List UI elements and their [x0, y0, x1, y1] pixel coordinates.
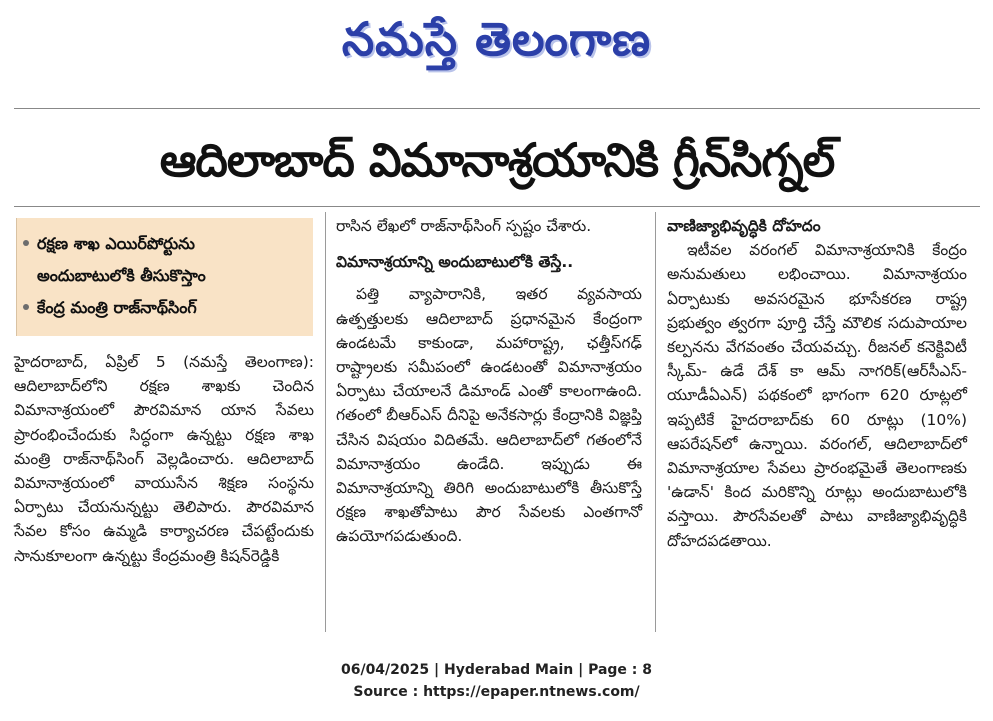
- column-3-subhead: వాణిజ్యాభివృద్ధికి దోహదం: [667, 217, 821, 235]
- bullet-icon: [23, 240, 29, 246]
- highlight-text: కేంద్ర మంత్రి రాజ్‌నాథ్‌సింగ్: [37, 298, 197, 317]
- article-headline: ఆదిలాబాద్ విమానాశ్రయానికి గ్రీన్‌సిగ్నల్: [159, 133, 835, 187]
- column-3-body: ఇటీవల వరంగల్ విమానాశ్రయానికి కేంద్రం అనుమతులు లభించాయి. విమానాశ్రయం ఏర్పాటుకు అవసరమైన భూసేకరణ రాష్ట్ర ప్రభుత్వం త్వరగా పూర్తి చేస్తే మౌలిక సదుపాయాల కల్పనను వేగవంతం చేయవచ్చు. రీజనల్ కనెక్టివిటీ స్కీమ్‌- ఉడే దేశ్ కా ఆమ్ నాగరిక్(ఆర్‌సీఎస్‌-యూడీఏఎన్) పథకంలో భాగంగా 620 రూట్లలో ఇప్పటికే హైదరాబాద్‌కు 60 రూట్లు (10%) ఆపరేషన్‌లో ఉన్నాయి. వరంగల్, ఆదిలాబాద్‌లో విమానాశ్రయాల సేవలు ప్రారంభమైతే తెలంగాణకు 'ఉడాన్' కింద మరికొన్ని రూట్లు అందుబాటులోకి వస్తాయి. పౌరసేవలతో పాటు వాణిజ్యాభివృద్ధికి దోహదపడతాయి.: [667, 241, 967, 550]
- column-2: [336, 214, 642, 549]
- column-1-body: హైదరాబాద్, ఏప్రిల్ 5 (నమస్తే తెలంగాణ): ఆదిలాబాద్‌లోని రక్షణ శాఖకు చెందిన విమానాశ్రయంలో పౌరవిమాన యాన సేవలు ప్రారంభించేందుకు సిద్ధంగా ఉన్నట్టు రక్షణ శాఖ మంత్రి రాజ్‌నాథ్‌సింగ్ వెల్లడించారు. ఆదిలాబాద్ విమానాశ్రయంలో వాయుసేన శిక్షణ సంస్థను ఏర్పాటు చేయనున్నట్టు తెలిపారు. పౌరవిమాన సేవల కోసం ఉమ్మడి కార్యాచరణ చేపట్టేందుకు సానుకూలంగా ఉన్నట్టు కేంద్రమంత్రి కిషన్‌రెడ్డికి: [14, 353, 314, 565]
- newspaper-logo: నమస్తే తెలంగాణ: [341, 12, 652, 66]
- highlight-item: [37, 292, 305, 324]
- highlight-item: [37, 228, 305, 260]
- column-2-body: పత్తి వ్యాపారానికి, ఇతర వ్యవసాయ ఉత్పత్తులకు ఆదిలాబాద్ ప్రధానమైన కేంద్రంగా ఉండటమే కాకుండా, మహారాష్ట్ర, ఛత్తీస్‌గఢ్ రాష్ట్రాలకు సమీపంలో ఉండటంతో విమానాశ్రయం ఏర్పాటు చేయాలనే డిమాండ్ ఎంతో కాలంగాఉంది. గతంలో బీఆర్‌ఎస్ దీనిపై అనేకసార్లు కేంద్రానికి విజ్ఞప్తి చేసిన విషయం విదితమే. ఆదిలాబాద్‌లో గతంలోనే విమానాశ్రయం ఉండేది. ఇప్పుడు ఈ విమానాశ్రయాన్ని తిరిగి అందుబాటులోకి తీసుకొస్తే రక్షణ శాఖతోపాటు పౌర సేవలకు ఎంతగానో ఉపయోగపడుతుంది.: [336, 285, 642, 546]
- column-1: [14, 350, 314, 568]
- headline-divider: [14, 206, 980, 207]
- column-divider: [655, 212, 656, 632]
- footer-source-link[interactable]: Source : https://epaper.ntnews.com/: [353, 684, 640, 700]
- page-footer: [0, 659, 993, 703]
- bullet-icon: [23, 304, 29, 310]
- masthead-divider: [14, 108, 980, 109]
- highlight-box: [16, 218, 313, 336]
- column-2-lead: రాసిన లేఖలో రాజ్‌నాథ్‌సింగ్ స్పష్టం చేశారు.: [336, 217, 592, 235]
- footer-edition-info: 06/04/2025 | Hyderabad Main | Page : 8: [340, 662, 653, 678]
- column-2-subhead: విమానాశ్రయాన్ని అందుబాటులోకి తెస్తే..: [336, 253, 574, 272]
- masthead: [0, 4, 993, 74]
- highlight-text: అందుబాటులోకి తీసుకొస్తాం: [37, 266, 206, 285]
- column-divider: [325, 212, 326, 632]
- highlight-item: [37, 260, 305, 292]
- highlight-text: రక్షణ శాఖ ఎయిర్‌పోర్టును: [37, 234, 195, 253]
- column-3: [667, 214, 967, 553]
